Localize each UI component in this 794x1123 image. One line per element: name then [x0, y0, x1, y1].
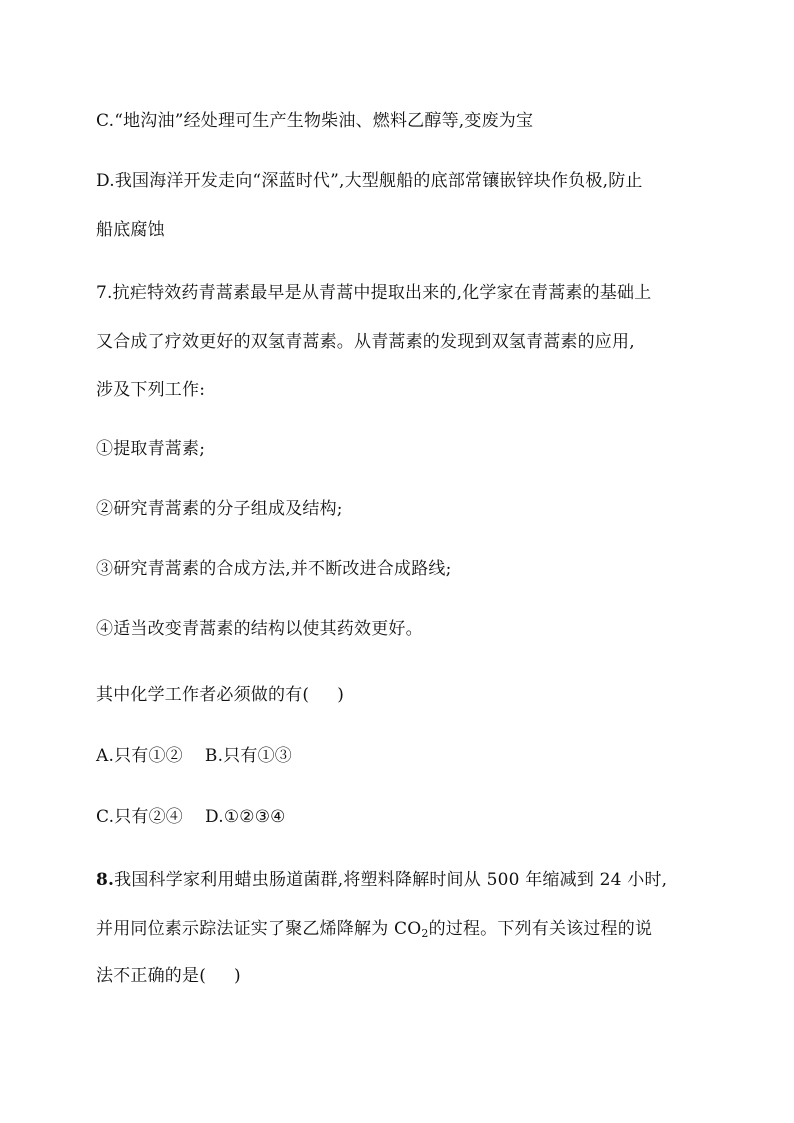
q7-question-text: 其中化学工作者必须做的有(	[96, 685, 310, 705]
q7-option-b: B.只有①③	[204, 746, 292, 766]
q7-stem-line1: 7.抗疟特效药青蒿素最早是从青蒿中提取出来的,化学家在青蒿素的基础上	[96, 283, 652, 303]
q7-question-close: )	[337, 685, 345, 705]
q7-stem-line2: 又合成了疗效更好的双氢青蒿素。从青蒿素的发现到双氢青蒿素的应用,	[96, 332, 635, 352]
q8-number: 8.	[96, 870, 115, 890]
q8-stem-line2-prefix: 并用同位素示踪法证实了聚乙烯降解为 CO	[96, 919, 422, 939]
q8-question-close: )	[234, 966, 241, 986]
q7-item-2: ②研究青蒿素的分子组成及结构;	[96, 499, 343, 519]
q8-stem-line2-suffix: 的过程。下列有关该过程的说	[428, 919, 653, 939]
q8-stem-line2	[96, 918, 652, 945]
q7-options-cd	[96, 806, 286, 828]
q8-stem-line1	[96, 869, 667, 891]
q6-option-d-line1: D.我国海洋开发走向“深蓝时代”,大型舰船的底部常镶嵌锌块作负极,防止	[96, 171, 643, 191]
q8-question	[96, 965, 241, 987]
q7-stem-line3: 涉及下列工作:	[96, 380, 206, 400]
q8-subscript: 2	[421, 927, 429, 940]
q7-option-d: D.①②③④	[205, 807, 286, 827]
q6-option-d-line2: 船底腐蚀	[96, 220, 165, 240]
q7-option-c: C.只有②④	[96, 807, 184, 827]
q7-option-a: A.只有①②	[96, 746, 183, 766]
q7-item-3: ③研究青蒿素的合成方法,并不断改进合成路线;	[96, 559, 452, 579]
q7-question	[96, 684, 344, 706]
q6-option-c: C.“地沟油”经处理可生产生物柴油、燃料乙醇等,变废为宝	[96, 111, 534, 131]
q7-item-4: ④适当改变青蒿素的结构以使其药效更好。	[96, 619, 423, 639]
q8-question-text: 法不正确的是(	[96, 966, 207, 986]
q7-options-ab	[96, 745, 292, 767]
q7-item-1: ①提取青蒿素;	[96, 439, 206, 459]
q8-stem-line1-text: 我国科学家利用蜡虫肠道菌群,将塑料降解时间从 500 年缩减到 24 小时,	[114, 870, 668, 890]
